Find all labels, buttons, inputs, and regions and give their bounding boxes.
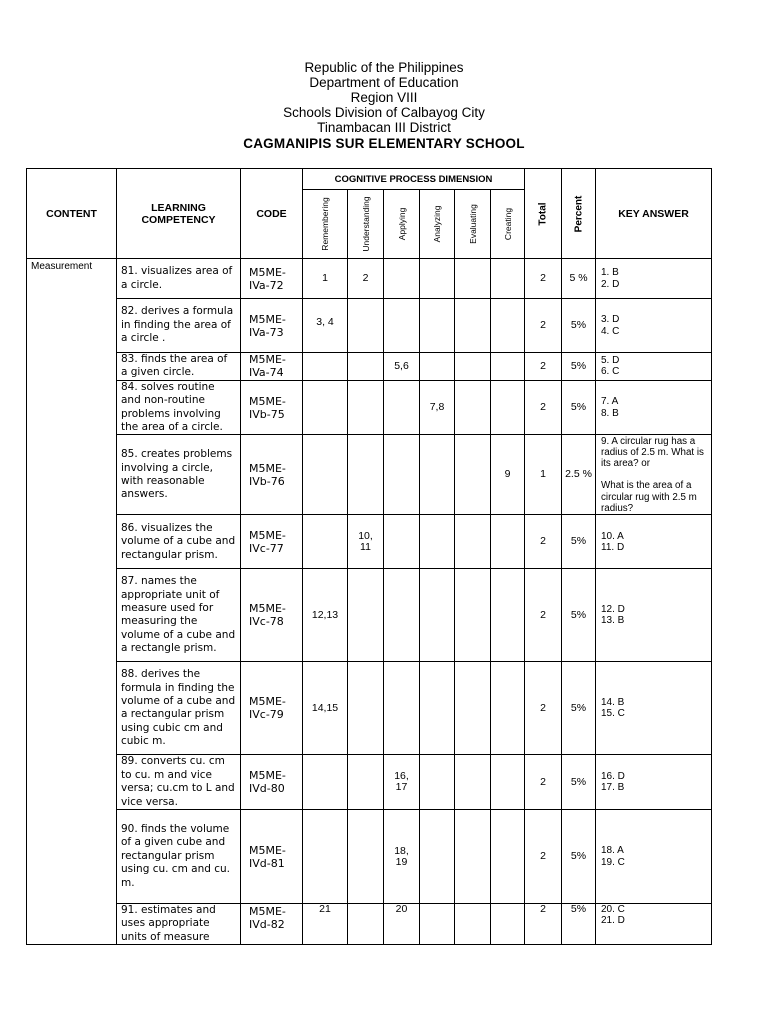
creating-cell xyxy=(491,353,525,381)
key-answer-cell: 18. A 19. C xyxy=(596,810,712,904)
code-cell: M5ME-IVc-79 xyxy=(241,662,303,755)
remembering-cell: 14,15 xyxy=(303,662,348,755)
header-key-answer: KEY ANSWER xyxy=(596,169,712,259)
competency-cell: 89. converts cu. cm to cu. m and vice versa; cu.cm to L and vice versa. xyxy=(117,755,241,810)
creating-cell xyxy=(491,259,525,299)
competency-cell: 91. estimates and uses appropriate units of measure xyxy=(117,904,241,945)
total-cell: 2 xyxy=(525,353,562,381)
table-of-specifications xyxy=(26,168,712,945)
table-row xyxy=(27,755,712,810)
content-measurement: Measurement xyxy=(27,259,117,945)
applying-cell: 16, 17 xyxy=(384,755,420,810)
evaluating-cell xyxy=(455,353,491,381)
total-cell: 2 xyxy=(525,515,562,569)
remembering-cell xyxy=(303,353,348,381)
applying-cell xyxy=(384,299,420,353)
remembering-cell: 12,13 xyxy=(303,569,348,662)
table-row xyxy=(27,299,712,353)
percent-cell: 5% xyxy=(562,904,596,945)
total-cell: 2 xyxy=(525,380,562,435)
header-content: CONTENT xyxy=(27,169,117,259)
percent-cell: 5% xyxy=(562,515,596,569)
competency-cell: 84. solves routine and non-routine problems involving the area of a circle. xyxy=(117,380,241,435)
applying-cell xyxy=(384,435,420,515)
header-district: Tinambacan III District xyxy=(317,120,451,135)
percent-cell: 5 % xyxy=(562,259,596,299)
total-cell: 1 xyxy=(525,435,562,515)
analyzing-cell xyxy=(420,353,455,381)
applying-cell xyxy=(384,380,420,435)
creating-cell xyxy=(491,569,525,662)
code-cell: M5ME-IVa-74 xyxy=(241,353,303,381)
total-cell: 2 xyxy=(525,904,562,945)
understanding-cell xyxy=(348,353,384,381)
analyzing-cell xyxy=(420,259,455,299)
analyzing-cell xyxy=(420,569,455,662)
understanding-cell xyxy=(348,904,384,945)
evaluating-cell xyxy=(455,380,491,435)
header-analyzing: Analyzing xyxy=(420,190,455,259)
remembering-cell xyxy=(303,435,348,515)
analyzing-cell xyxy=(420,810,455,904)
evaluating-cell xyxy=(455,259,491,299)
evaluating-cell xyxy=(455,299,491,353)
analyzing-cell xyxy=(420,662,455,755)
school-name: CAGMANIPIS SUR ELEMENTARY SCHOOL xyxy=(243,136,525,151)
analyzing-cell: 7,8 xyxy=(420,380,455,435)
creating-cell xyxy=(491,380,525,435)
percent-cell: 5% xyxy=(562,755,596,810)
key-answer-cell: 1. B 2. D xyxy=(596,259,712,299)
code-cell: M5ME-IVd-81 xyxy=(241,810,303,904)
header-creating: Creating xyxy=(491,190,525,259)
code-cell: M5ME-IVd-80 xyxy=(241,755,303,810)
header-percent: Percent xyxy=(562,169,596,259)
evaluating-cell xyxy=(455,569,491,662)
key-answer-cell: 3. D 4. C xyxy=(596,299,712,353)
analyzing-cell xyxy=(420,515,455,569)
key-answer-cell: 10. A 11. D xyxy=(596,515,712,569)
header-remembering: Remembering xyxy=(303,190,348,259)
percent-cell: 2.5 % xyxy=(562,435,596,515)
understanding-cell xyxy=(348,380,384,435)
key-answer-cell: 5. D 6. C xyxy=(596,353,712,381)
remembering-cell: 1 xyxy=(303,259,348,299)
header-learning-competency: LEARNING COMPETENCY xyxy=(117,169,241,259)
header-department: Department of Education xyxy=(309,75,459,90)
total-cell: 2 xyxy=(525,259,562,299)
evaluating-cell xyxy=(455,515,491,569)
understanding-cell: 2 xyxy=(348,259,384,299)
creating-cell xyxy=(491,662,525,755)
percent-cell: 5% xyxy=(562,380,596,435)
table-row xyxy=(27,810,712,904)
applying-cell: 5,6 xyxy=(384,353,420,381)
applying-cell xyxy=(384,259,420,299)
remembering-cell xyxy=(303,755,348,810)
percent-cell: 5% xyxy=(562,353,596,381)
header-region: Region VIII xyxy=(350,90,418,105)
competency-cell: 81. visualizes area of a circle. xyxy=(117,259,241,299)
evaluating-cell xyxy=(455,755,491,810)
understanding-cell xyxy=(348,569,384,662)
remembering-cell: 21 xyxy=(303,904,348,945)
header-evaluating: Evaluating xyxy=(455,190,491,259)
creating-cell xyxy=(491,299,525,353)
creating-cell xyxy=(491,515,525,569)
code-cell: M5ME-IVb-76 xyxy=(241,435,303,515)
code-cell: M5ME-IVb-75 xyxy=(241,380,303,435)
document-header xyxy=(0,60,768,151)
key-answer-cell: 16. D 17. B xyxy=(596,755,712,810)
evaluating-cell xyxy=(455,662,491,755)
understanding-cell xyxy=(348,435,384,515)
code-cell: M5ME-IVa-72 xyxy=(241,259,303,299)
evaluating-cell xyxy=(455,904,491,945)
analyzing-cell xyxy=(420,755,455,810)
header-cognitive-process-dimension: COGNITIVE PROCESS DIMENSION xyxy=(303,169,525,190)
applying-cell xyxy=(384,515,420,569)
key-answer-cell: 12. D 13. B xyxy=(596,569,712,662)
header-total: Total xyxy=(525,169,562,259)
total-cell: 2 xyxy=(525,662,562,755)
table-row xyxy=(27,380,712,435)
code-cell: M5ME-IVc-77 xyxy=(241,515,303,569)
total-cell: 2 xyxy=(525,299,562,353)
analyzing-cell xyxy=(420,904,455,945)
header-applying: Applying xyxy=(384,190,420,259)
competency-cell: 82. derives a formula in finding the area of a circle . xyxy=(117,299,241,353)
header-division: Schools Division of Calbayog City xyxy=(283,105,485,120)
competency-cell: 88. derives the formula in finding the volume of a cube and a rectangular prism using cubic cm and cubic m. xyxy=(117,662,241,755)
competency-cell: 87. names the appropriate unit of measure used for measuring the volume of a cube and a rectangle prism. xyxy=(117,569,241,662)
table-row xyxy=(27,904,712,945)
understanding-cell xyxy=(348,662,384,755)
remembering-cell: 3, 4 xyxy=(303,299,348,353)
creating-cell: 9 xyxy=(491,435,525,515)
table-row xyxy=(27,569,712,662)
applying-cell: 18, 19 xyxy=(384,810,420,904)
understanding-cell xyxy=(348,810,384,904)
remembering-cell xyxy=(303,515,348,569)
analyzing-cell xyxy=(420,435,455,515)
percent-cell: 5% xyxy=(562,569,596,662)
code-cell: M5ME-IVd-82 xyxy=(241,904,303,945)
code-cell: M5ME-IVc-78 xyxy=(241,569,303,662)
header-understanding: Understanding xyxy=(348,190,384,259)
competency-cell: 83. finds the area of a given circle. xyxy=(117,353,241,381)
table-row xyxy=(27,353,712,381)
table-row xyxy=(27,435,712,515)
creating-cell xyxy=(491,810,525,904)
key-answer-cell: 14. B 15. C xyxy=(596,662,712,755)
applying-cell: 20 xyxy=(384,904,420,945)
evaluating-cell xyxy=(455,810,491,904)
table-row xyxy=(27,515,712,569)
percent-cell: 5% xyxy=(562,810,596,904)
understanding-cell xyxy=(348,299,384,353)
total-cell: 2 xyxy=(525,569,562,662)
key-answer-cell: 7. A 8. B xyxy=(596,380,712,435)
total-cell: 2 xyxy=(525,755,562,810)
competency-cell: 86. visualizes the volume of a cube and rectangular prism. xyxy=(117,515,241,569)
percent-cell: 5% xyxy=(562,299,596,353)
total-cell: 2 xyxy=(525,810,562,904)
table-row xyxy=(27,662,712,755)
percent-cell: 5% xyxy=(562,662,596,755)
competency-cell: 85. creates problems involving a circle, with reasonable answers. xyxy=(117,435,241,515)
key-answer-cell: 9. A circular rug has a radius of 2.5 m. What is its area? or What is the area of a circular rug with 2.5 m radius? xyxy=(596,435,712,515)
applying-cell xyxy=(384,662,420,755)
understanding-cell: 10, 11 xyxy=(348,515,384,569)
competency-cell: 90. finds the volume of a given cube and rectangular prism using cu. cm and cu. m. xyxy=(117,810,241,904)
understanding-cell xyxy=(348,755,384,810)
creating-cell xyxy=(491,755,525,810)
key-answer-cell: 20. C 21. D xyxy=(596,904,712,945)
header-republic: Republic of the Philippines xyxy=(304,60,464,75)
analyzing-cell xyxy=(420,299,455,353)
remembering-cell xyxy=(303,380,348,435)
evaluating-cell xyxy=(455,435,491,515)
creating-cell xyxy=(491,904,525,945)
table-row xyxy=(27,259,712,299)
code-cell: M5ME-IVa-73 xyxy=(241,299,303,353)
header-code: CODE xyxy=(241,169,303,259)
applying-cell xyxy=(384,569,420,662)
remembering-cell xyxy=(303,810,348,904)
